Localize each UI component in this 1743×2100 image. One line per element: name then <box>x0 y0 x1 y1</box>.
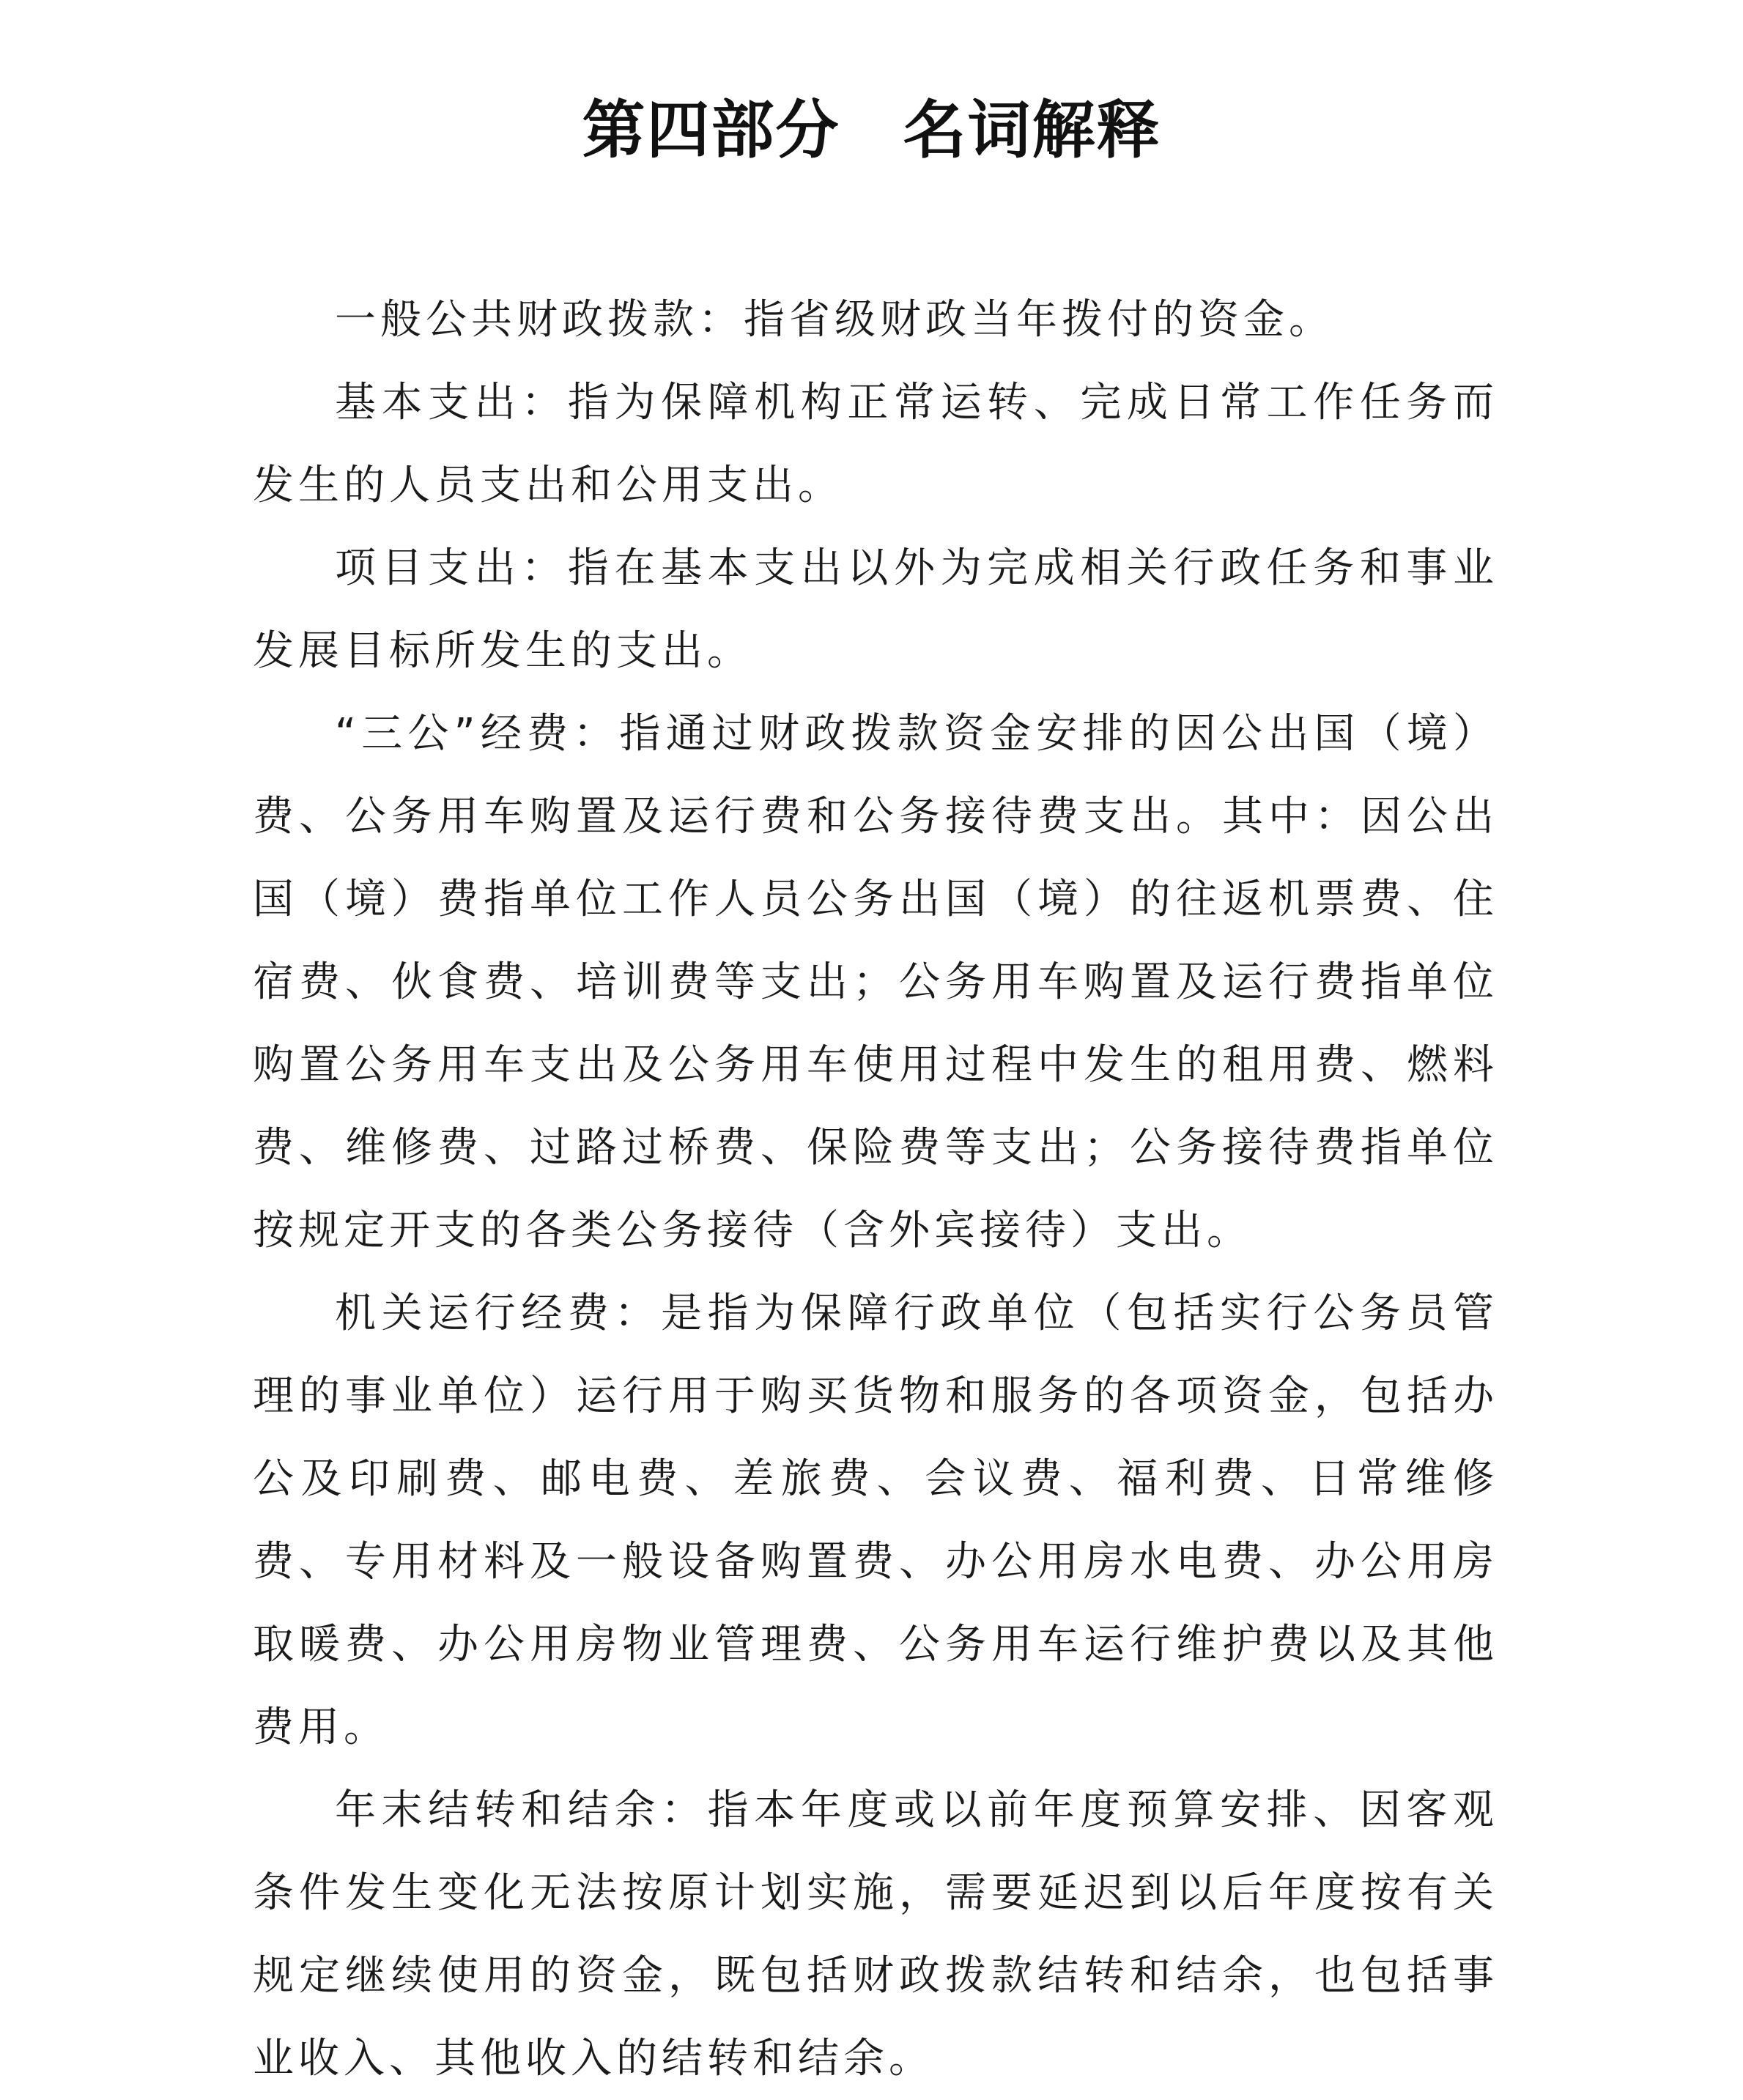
paragraph-basic-expenditure: 基本支出：指为保障机构正常运转、完成日常工作任务而发生的人员支出和公用支出。 <box>253 379 1498 509</box>
title-name: 名词解释 <box>903 93 1161 167</box>
paragraph-three-public-funds: “三公”经费：指通过财政拨款资金安排的因公出国（境）费、公务用车购置及运行费和公务接待费支出。其中：因公出国（境）费指单位工作人员公务出国（境）的往返机票费、住宿费、伙食费、培训费等支出；公务用车购置及运行费指单位购置公务用车支出及公务用车使用过程中发生的租用费、燃料费、维修费、过路过桥费、保险费等支出；公务接待费指单位按规定开支的各类公务接待（含外宾接待）支出。 <box>253 710 1498 1254</box>
document-body <box>253 278 1498 2100</box>
paragraph-project-expenditure: 项目支出：指在基本支出以外为完成相关行政任务和事业发展目标所发生的支出。 <box>253 544 1498 675</box>
title-part: 第四部分 <box>582 93 840 167</box>
paragraph-general-fiscal-appropriation: 一般公共财政拨款：指省级财政当年拨付的资金。 <box>335 296 1334 344</box>
paragraph-agency-operating-funds: 机关运行经费：是指为保障行政单位（包括实行公务员管理的事业单位）运行用于购买货物和服务的各项资金，包括办公及印刷费、邮电费、差旅费、会议费、福利费、日常维修费、专用材料及一般设备购置费、办公用房水电费、办公用房取暖费、办公用房物业管理费、公务用车运行维护费以及其他费用。 <box>253 1290 1498 1751</box>
page-title <box>0 86 1743 174</box>
paragraph-year-end-carryover: 年末结转和结余：指本年度或以前年度预算安排、因客观条件发生变化无法按原计划实施，需要延迟到以后年度按有关规定继续使用的资金，既包括财政拨款结转和结余，也包括事业收入、其他收入的结转和结余。 <box>253 1786 1498 2082</box>
